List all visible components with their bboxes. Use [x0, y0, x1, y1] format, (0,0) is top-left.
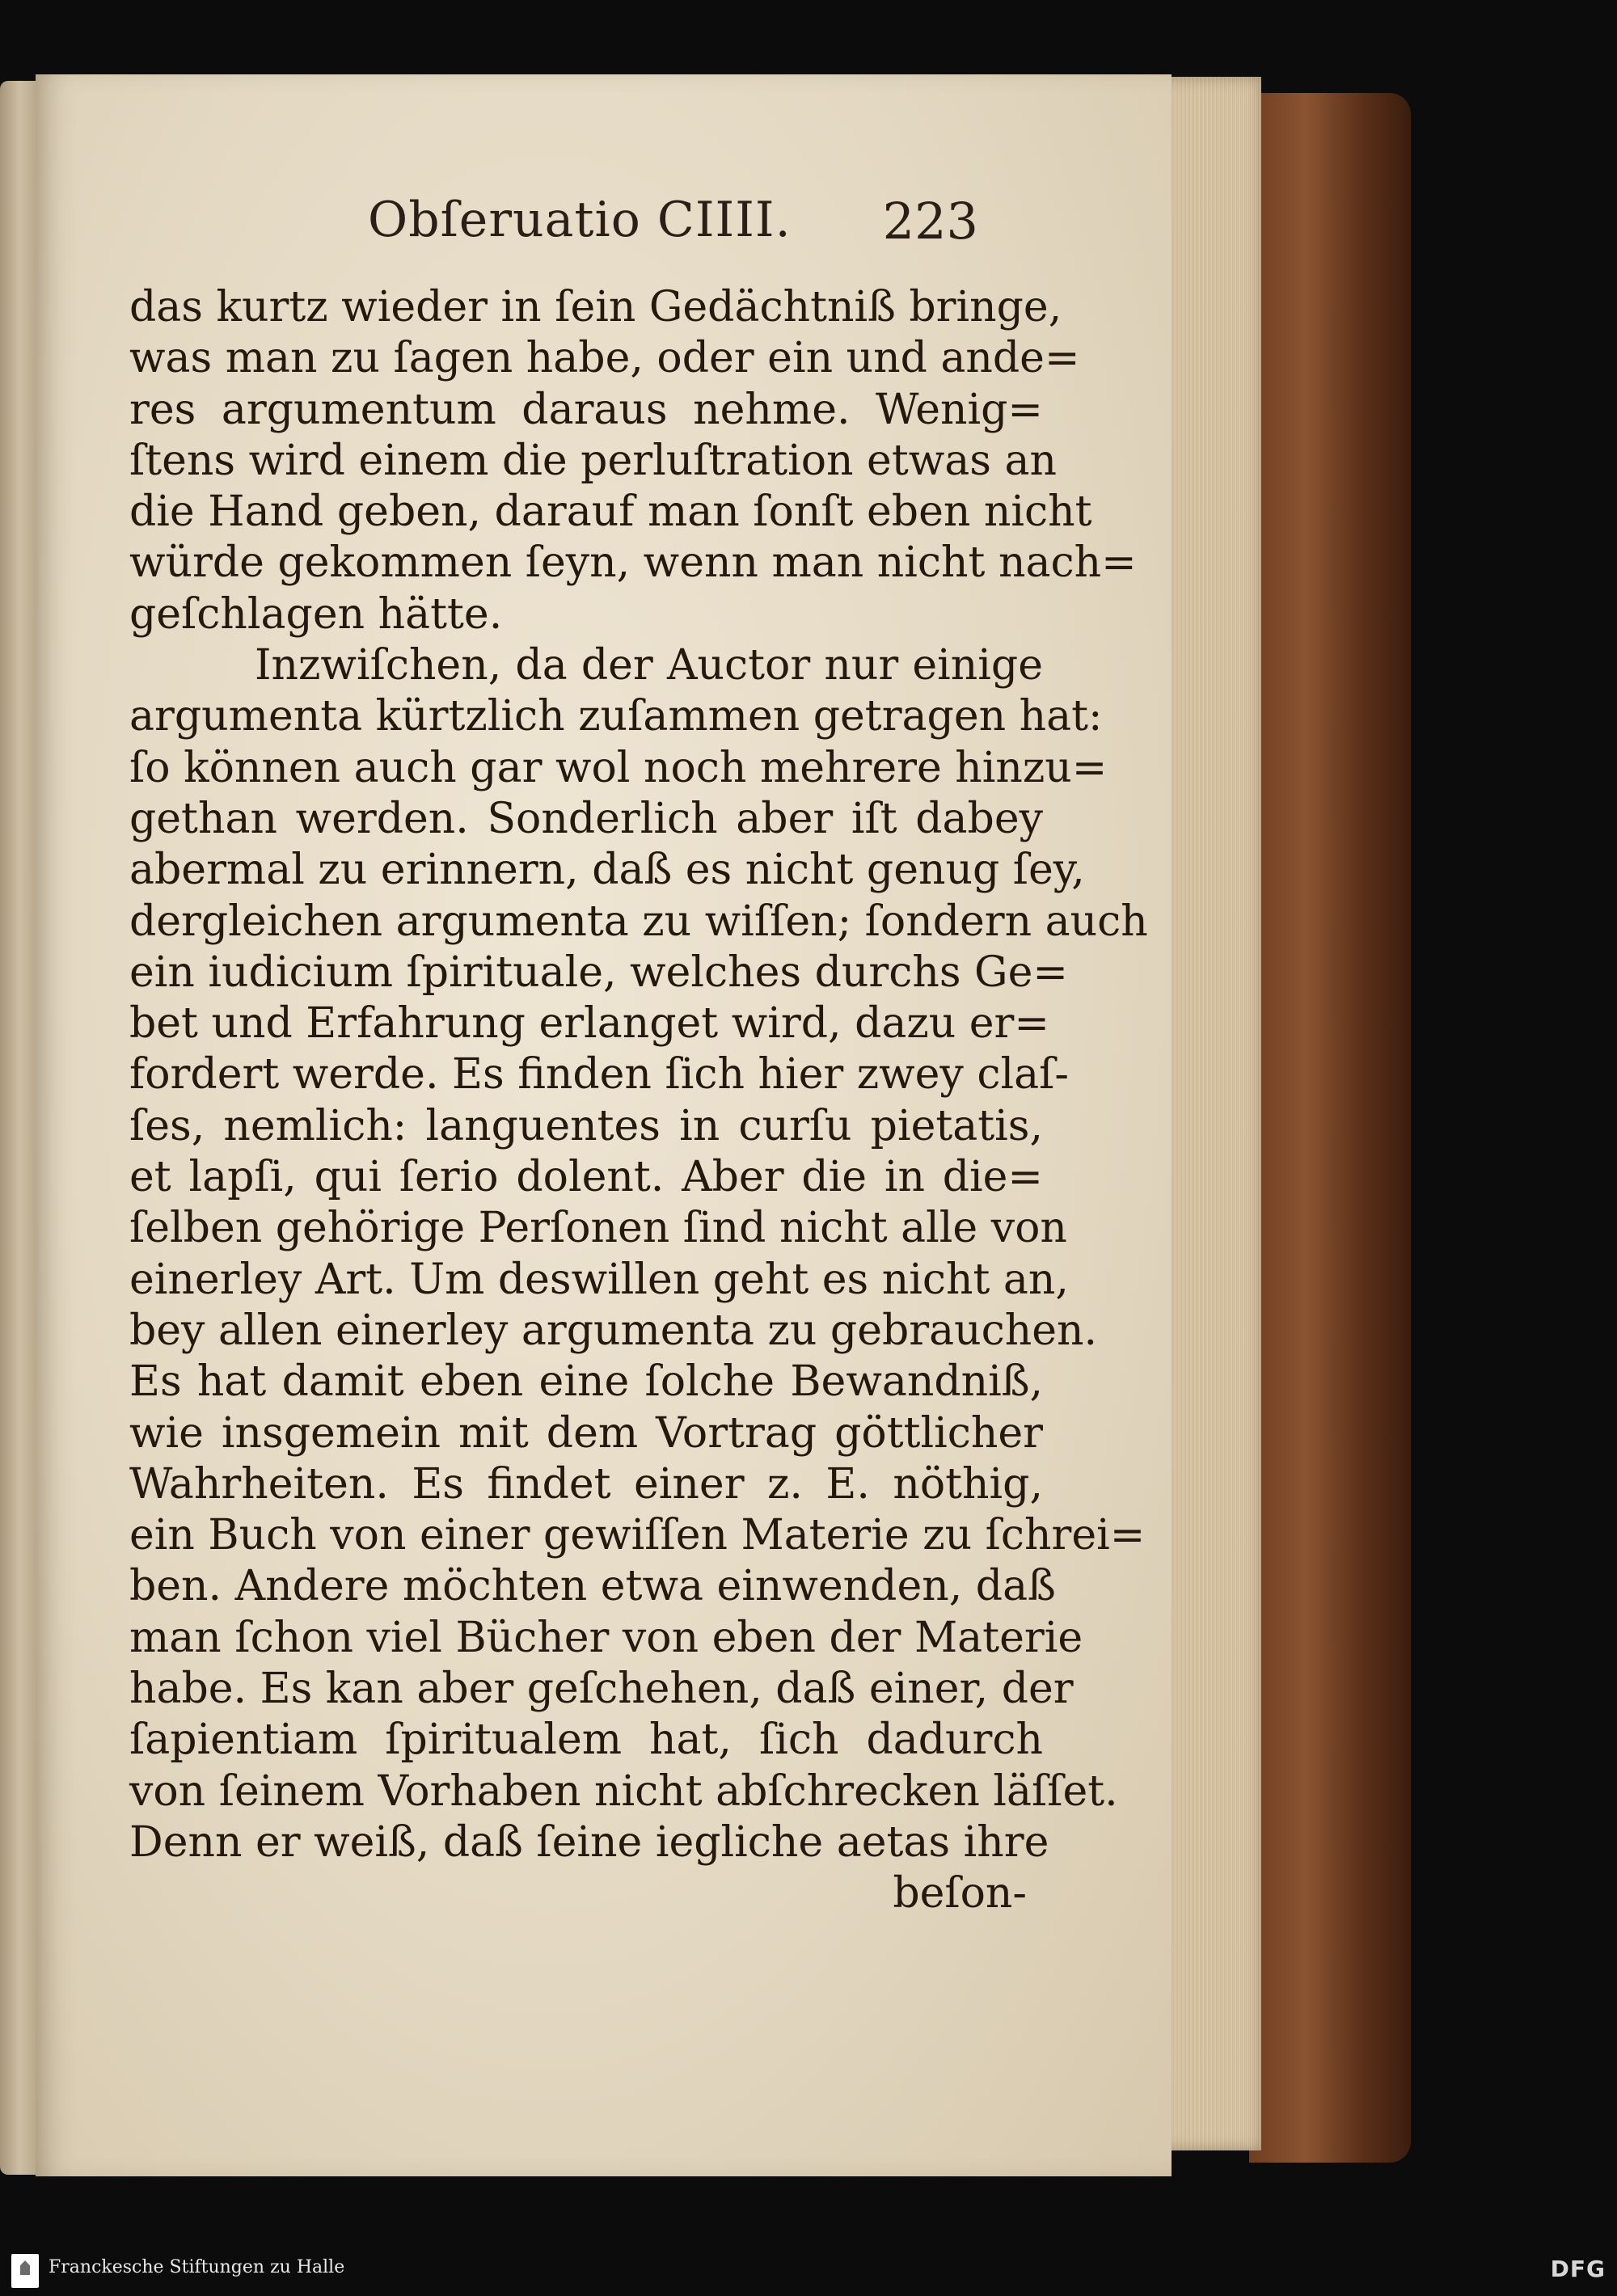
- page-header: [129, 182, 1043, 263]
- text-line: von ſeinem Vorhaben nicht abſchrecken läſſet.: [129, 1766, 1118, 1816]
- text-line: ein Buch von einer gewiſſen Materie zu ſchrei=: [129, 1511, 1146, 1560]
- text-line: die Hand geben, darauf man ſonſt eben nicht: [129, 487, 1092, 537]
- text-line: ſelben gehörige Perſonen ſind nicht alle von: [129, 1204, 1067, 1253]
- page-text-area: [129, 182, 1148, 1920]
- footer-bar: [0, 2247, 1617, 2296]
- text-line: einerley Art. Um deswillen geht es nicht an,: [129, 1255, 1069, 1304]
- institution-name: Franckesche Stiftungen zu Halle: [49, 2257, 345, 2277]
- running-title: Obſeruatio CIIII.: [368, 192, 792, 248]
- text-line: argumenta kürtzlich zuſammen getragen hat:: [129, 692, 1103, 741]
- text-line: das kurtz wieder in ſein Gedächtniß bringe,: [129, 283, 1062, 331]
- text-line: bey allen einerley argumenta zu gebrauchen.: [129, 1306, 1098, 1355]
- text-line: ein iudicium ſpirituale, welches durchs Ge=: [129, 948, 1068, 997]
- text-line: geſchlagen hätte.: [129, 589, 503, 639]
- text-line: dergleichen argumenta zu wiſſen; ſondern auch: [129, 897, 1148, 946]
- text-line: bet und Erfahrung erlanget wird, dazu er=: [129, 999, 1049, 1049]
- text-line: was man zu ſagen habe, oder ein und ande=: [129, 334, 1080, 383]
- text-line: abermal zu erinnern, daß es nicht genug ſey,: [129, 846, 1085, 895]
- institution-logo-icon: [11, 2254, 39, 2288]
- left-page-edge: [0, 81, 36, 2175]
- book-cover-board: [1249, 93, 1411, 2163]
- text-line: ben. Andere möchten etwa einwenden, daß: [129, 1562, 1056, 1611]
- text-line: wie insgemein mit dem Vortrag göttlicher: [129, 1408, 1043, 1458]
- text-line: habe. Es kan aber geſchehen, daß einer, der: [129, 1665, 1074, 1714]
- text-line: gethan werden. Sonderlich aber iſt dabey: [129, 794, 1043, 843]
- page-number: 223: [882, 192, 978, 251]
- text-line: ſes, nemlich: languentes in curſu pietatis,: [129, 1101, 1043, 1150]
- text-line: et lapſi, qui ſerio dolent. Aber die in die=: [129, 1153, 1043, 1202]
- text-line: würde gekommen ſeyn, wenn man nicht nach=: [129, 538, 1137, 588]
- text-line: Inzwiſchen, da der Auctor nur einige: [255, 641, 1043, 690]
- text-line: res argumentum daraus nehme. Wenig=: [129, 385, 1043, 434]
- catchword: beſon-: [893, 1869, 1027, 1918]
- text-line: Es hat damit eben eine ſolche Bewandniß,: [129, 1357, 1043, 1407]
- text-line: Denn er weiß, daß ſeine iegliche aetas ihre: [129, 1817, 1049, 1867]
- text-line: ſtens wird einem die perluſtration etwas an: [129, 436, 1057, 485]
- text-line: ſapientiam ſpiritualem hat, ſich dadurch: [129, 1716, 1043, 1765]
- text-line: man ſchon viel Bücher von eben der Materie: [129, 1613, 1083, 1662]
- text-line: ſo können auch gar wol noch mehrere hinzu=: [129, 743, 1108, 792]
- text-line: fordert werde. Es finden ſich hier zwey claſ-: [129, 1050, 1069, 1099]
- text-line: Wahrheiten. Es findet einer z. E. nöthig,: [129, 1459, 1043, 1509]
- dfg-badge: DFG: [1550, 2256, 1606, 2282]
